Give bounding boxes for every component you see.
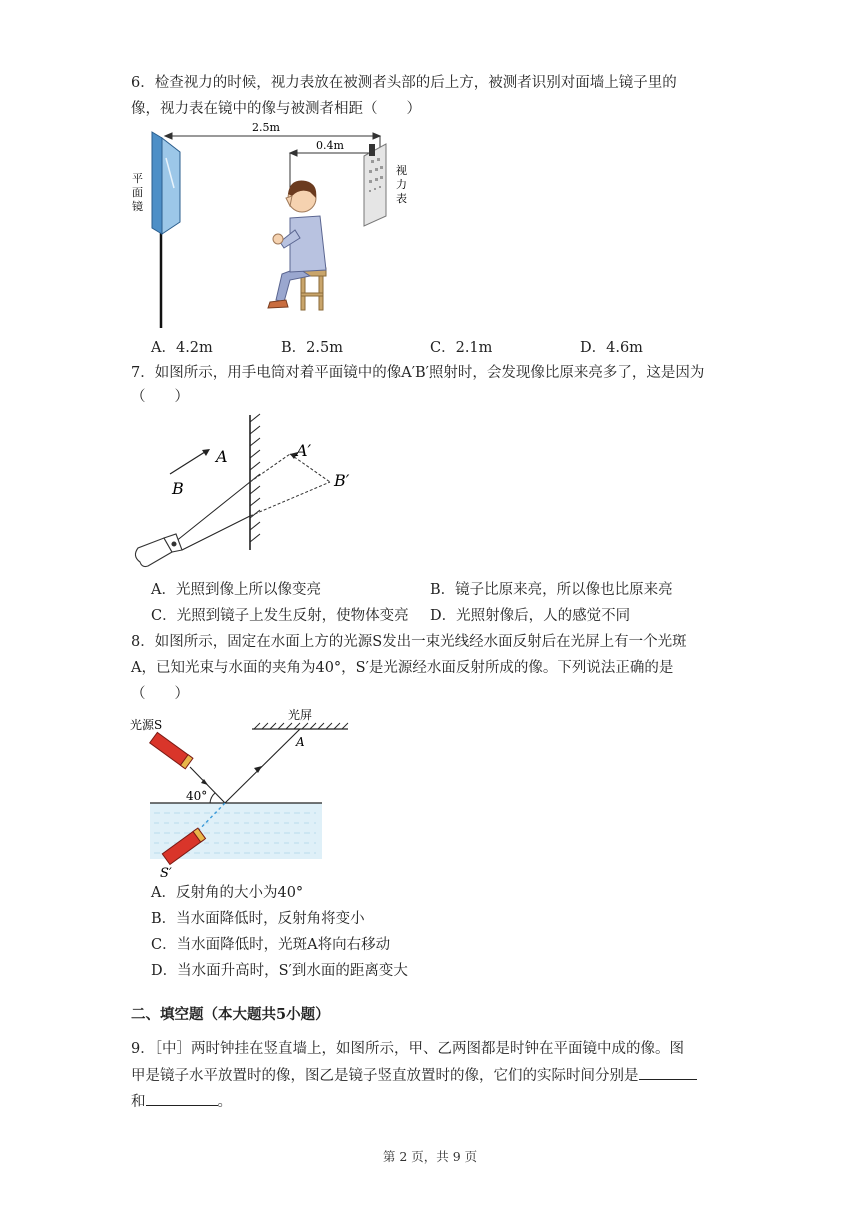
q6-option-b[interactable]: B．2.5m [281, 340, 343, 356]
q6-option-a[interactable]: A．4.2m [151, 340, 213, 356]
q8-stem-line1: 8．如图所示，固定在水面上方的光源S发出一束光线经水面反射后在光屏上有一个光斑 [131, 634, 687, 650]
q8-option-d[interactable]: D．当水面升高时，S′到水面的距离变大 [151, 963, 408, 979]
mirror-label-1: 平 [132, 172, 143, 185]
screen-label: 光屏 [288, 708, 313, 722]
q7-figure [130, 410, 370, 575]
chart-label-3: 表 [396, 192, 407, 205]
q8-option-a[interactable]: A．反射角的大小为40° [151, 885, 304, 901]
plane-mirror [152, 132, 180, 328]
q7-option-a[interactable]: A．光照到像上所以像变亮 [151, 582, 321, 598]
answer-blank-2[interactable] [146, 1091, 218, 1106]
q8-option-b[interactable]: B．当水面降低时，反射角将变小 [151, 911, 365, 927]
q8-stem-line3: （ ） [131, 686, 189, 702]
seated-person [268, 181, 326, 310]
source-label: 光源S [130, 718, 163, 732]
q6-stem-line1: 6．检查视力的时候，视力表放在被测者头部的后上方，被测者识别对面墙上镜子里的 [131, 75, 677, 91]
label-a: A [216, 447, 228, 466]
mirror-label-3: 镜 [132, 200, 143, 213]
page-footer: 第 2 页，共 9 页 [382, 1149, 478, 1164]
label-b: B [172, 479, 184, 498]
label-a-prime: A′ [296, 441, 312, 460]
q9-line3-prefix: 和 [131, 1094, 146, 1110]
angle-label: 40° [186, 789, 208, 803]
eye-chart [364, 144, 386, 226]
q9-stem-line2 [131, 1065, 697, 1086]
light-source [150, 732, 193, 768]
label-b-prime: B′ [334, 471, 350, 490]
chart-label-1: 视 [396, 164, 407, 177]
q8-option-c[interactable]: C．当水面降低时，光斑A将向右移动 [151, 937, 391, 953]
dist-part-label: 0.4m [316, 139, 344, 152]
q6-figure [130, 118, 430, 336]
q6-option-c[interactable]: C．2.1m [430, 340, 493, 356]
q7-option-d[interactable]: D．光照射像后，人的感觉不同 [430, 608, 631, 624]
virtual-image [250, 454, 330, 516]
q7-stem-line2: （ ） [131, 389, 189, 405]
dist-total-label: 2.5m [252, 121, 280, 134]
q7-stem-line1: 7．如图所示，用手电筒对着平面镜中的像A′B′照射时，会发现像比原来亮多了，这是因为 [131, 365, 705, 381]
object-arrow [170, 450, 208, 474]
section-title: 二、填空题（本大题共5小题） [131, 1006, 330, 1023]
q9-stem-line1: 9．［中］两时钟挂在竖直墙上，如图所示，甲、乙两图都是时钟在平面镜中成的像。图 [131, 1041, 684, 1057]
flashlight-icon [135, 534, 182, 567]
q6-stem-line2: 像，视力表在镜中的像与被测者相距（ ） [131, 101, 421, 117]
q9-line2-text: 甲是镜子水平放置时的像，图乙是镜子竖直放置时的像，它们的实际时间分别是 [131, 1068, 639, 1084]
spot-label: A [296, 735, 305, 749]
q6-option-d[interactable]: D．4.6m [580, 340, 643, 356]
q9-stem-line3 [131, 1091, 232, 1112]
q9-line3-suffix: 。 [217, 1094, 232, 1110]
q7-option-c[interactable]: C．光照到镜子上发生反射，使物体变亮 [151, 608, 409, 624]
image-label: S′ [160, 866, 172, 880]
q8-stem-line2: A，已知光束与水面的夹角为40°，S′是光源经水面反射所成的像。下列说法正确的是 [131, 660, 674, 676]
q8-figure [130, 705, 355, 880]
answer-blank-1[interactable] [639, 1065, 697, 1080]
chart-label-2: 力 [396, 178, 407, 191]
mirror-label-2: 面 [132, 186, 143, 199]
q7-option-b[interactable]: B．镜子比原来亮，所以像也比原来亮 [430, 582, 673, 598]
